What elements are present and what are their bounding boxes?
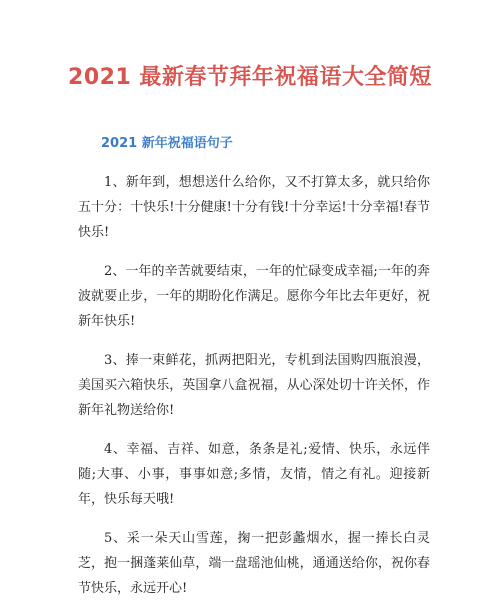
greeting-paragraph-4: 4、幸福、吉祥、如意，条条是礼;爱情、快乐，永远伴随;大事、小事，事事如意;多情，友情，情之有礼。迎接新年，快乐每天哦! [78,442,430,507]
page-title: 2021 最新春节拜年祝福语大全简短 [68,65,432,90]
greeting-paragraph-1: 1、新年到，想想送什么给你，又不打算太多，就只给你五十分：十快乐!十分健康!十分有钱!十分幸运!十分幸福!春节快乐! [78,175,430,240]
greeting-paragraph-3: 3、捧一束鲜花，抓两把阳光，专机到法国购四瓶浪漫，美国买六箱快乐，英国拿八盒祝福，从心深处切十许关怀，作新年礼物送给你! [78,353,430,418]
greeting-paragraph-5: 5、采一朵天山雪莲，掬一把彭蠡烟水，握一捧长白灵芝，抱一捆蓬莱仙草，端一盘瑶池仙桃，通通送给你，祝你春节快乐，永远开心! [78,531,430,596]
greeting-paragraph-2: 2、一年的辛苦就要结束，一年的忙碌变成幸福;一年的奔波就要止步，一年的期盼化作满足。愿你今年比去年更好，祝新年快乐! [78,264,430,329]
section-heading: 2021 新年祝福语句子 [101,136,233,151]
greetings-list [78,170,430,615]
